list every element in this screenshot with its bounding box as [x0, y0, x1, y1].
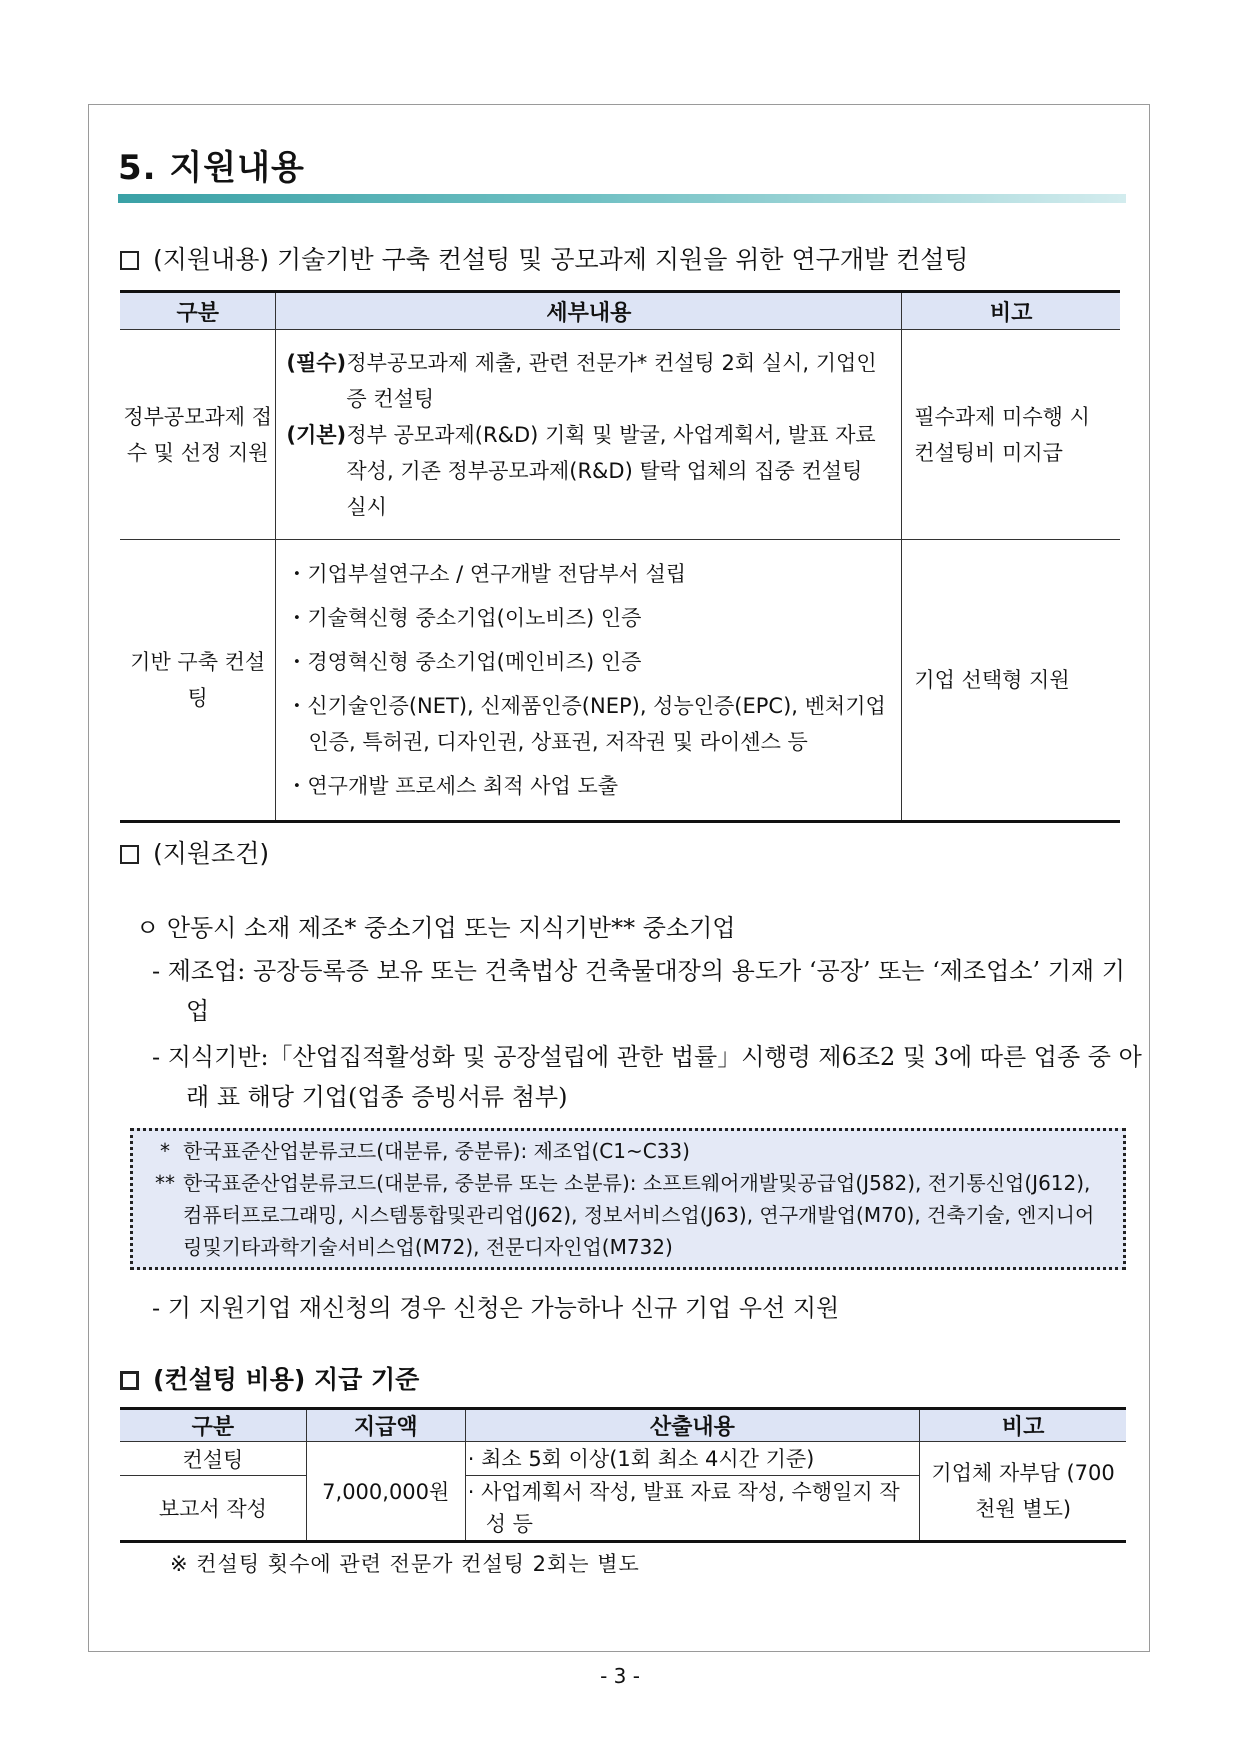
note-text: 한국표준산업분류코드(대분류, 중분류 또는 소분류): 소프트웨어개발및공급업(J582), 전기통신업(J612), 컴퓨터프로그래밍, 시스템통합및관리업(J62), 정보서비스업(J63), 연구개발업(M70), 건축기술, 엔지니어링및기타과학기술서비스업(M72), 전문디자인업(M732) — [183, 1171, 1095, 1259]
industry-code-note-box — [130, 1128, 1126, 1270]
page-number: - 3 - — [600, 1664, 640, 1688]
table-header-row — [120, 292, 1120, 330]
table-row — [120, 1442, 1126, 1476]
header-category: 구분 — [120, 1409, 306, 1442]
list-item: ・기업부설연구소 / 연구개발 전담부서 설립 — [286, 562, 687, 586]
header-calculation: 산출내용 — [465, 1409, 919, 1442]
section-consulting-cost — [120, 1360, 419, 1396]
row-category: 컨설팅 — [120, 1442, 306, 1476]
table-row — [120, 330, 1120, 540]
support-content-table — [120, 290, 1120, 823]
section-support-content — [120, 240, 969, 276]
section-heading: (컨설팅 비용) 지급 기준 — [153, 1365, 420, 1394]
detail-label: (필수) — [286, 350, 347, 375]
header-note: 비고 — [920, 1409, 1126, 1442]
row-category: 기반 구축 컨설팅 — [120, 540, 276, 822]
condition-reapplication: - 기 지원기업 재신청의 경우 신청은 가능하나 신규 기업 우선 지원 — [152, 1294, 840, 1322]
note-item — [147, 1167, 1109, 1263]
section-support-conditions — [120, 834, 269, 870]
section-heading: (지원조건) — [153, 839, 270, 868]
row-category: 보고서 작성 — [120, 1476, 306, 1542]
list-item: ・신기술인증(NET), 신제품인증(NEP), 성능인증(EPC), 벤처기업인증, 특허권, 디자인권, 상표권, 저작권 및 라이센스 등 — [286, 694, 886, 754]
table-row — [120, 540, 1120, 822]
page-title: 5. 지원내용 — [118, 148, 305, 188]
condition-knowledge-based: - 지식기반:「산업집적활성화 및 공장설립에 관한 법률」시행령 제6조2 및 3에 따른 업종 중 아래 표 해당 기업(업종 증빙서류 첨부) — [152, 1043, 1142, 1111]
detail-label: (기본) — [286, 422, 347, 447]
consulting-cost-table — [120, 1407, 1126, 1543]
row-details — [276, 330, 902, 540]
note-mark: * — [160, 1139, 170, 1163]
detail-text: 정부 공모과제(R&D) 기획 및 발굴, 사업계획서, 발표 자료 작성, 기존 정부공모과제(R&D) 탈락 업체의 집중 컨설팅 실시 — [346, 422, 876, 519]
detail-text: 정부공모과제 제출, 관련 전문가* 컨설팅 2회 실시, 기업인증 컨설팅 — [346, 350, 877, 411]
header-amount: 지급액 — [306, 1409, 465, 1442]
amount-cell: 7,000,000원 — [306, 1442, 465, 1542]
header-category: 구분 — [120, 292, 276, 330]
condition-manufacturing: - 제조업: 공장등록증 보유 또는 건축법상 건축물대장의 용도가 ‘공장’ 또는 ‘제조업소’ 기재 기업 — [152, 957, 1125, 1025]
checkbox-square-icon — [120, 845, 139, 864]
section-heading: (지원내용) 기술기반 구축 컨설팅 및 공모과제 지원을 위한 연구개발 컨설팅 — [153, 245, 969, 274]
header-note: 비고 — [902, 292, 1120, 330]
checkbox-square-icon — [120, 251, 139, 270]
checkbox-square-icon — [120, 1371, 139, 1390]
note-item — [147, 1135, 1109, 1167]
detail-item — [286, 345, 887, 417]
calculation-cell: · 최소 5회 이상(1회 최소 4시간 기준) — [465, 1442, 919, 1476]
header-details: 세부내용 — [276, 292, 902, 330]
list-item: ・기술혁신형 중소기업(이노비즈) 인증 — [286, 606, 642, 630]
list-item: ・경영혁신형 중소기업(메인비즈) 인증 — [286, 650, 642, 674]
cost-footnote: ※ 컨설팅 횟수에 관련 전문가 컨설팅 2회는 별도 — [170, 1552, 640, 1576]
row-details — [276, 540, 902, 822]
note-text: 한국표준산업분류코드(대분류, 중분류): 제조업(C1~C33) — [183, 1139, 690, 1163]
detail-item — [286, 417, 887, 525]
note-mark: ** — [155, 1171, 175, 1195]
title-underline — [118, 194, 1126, 203]
row-note: 기업 선택형 지원 — [902, 540, 1120, 822]
table-header-row — [120, 1409, 1126, 1442]
row-note: 필수과제 미수행 시 컨설팅비 미지급 — [902, 330, 1120, 540]
row-category: 정부공모과제 접수 및 선정 지원 — [120, 330, 276, 540]
calculation-cell: · 사업계획서 작성, 발표 자료 작성, 수행일지 작성 등 — [465, 1476, 919, 1542]
note-cell: 기업체 자부담 (700천원 별도) — [920, 1442, 1126, 1542]
list-item: ・연구개발 프로세스 최적 사업 도출 — [286, 774, 619, 798]
condition-main: ㅇ 안동시 소재 제조* 중소기업 또는 지식기반** 중소기업 — [136, 914, 736, 942]
